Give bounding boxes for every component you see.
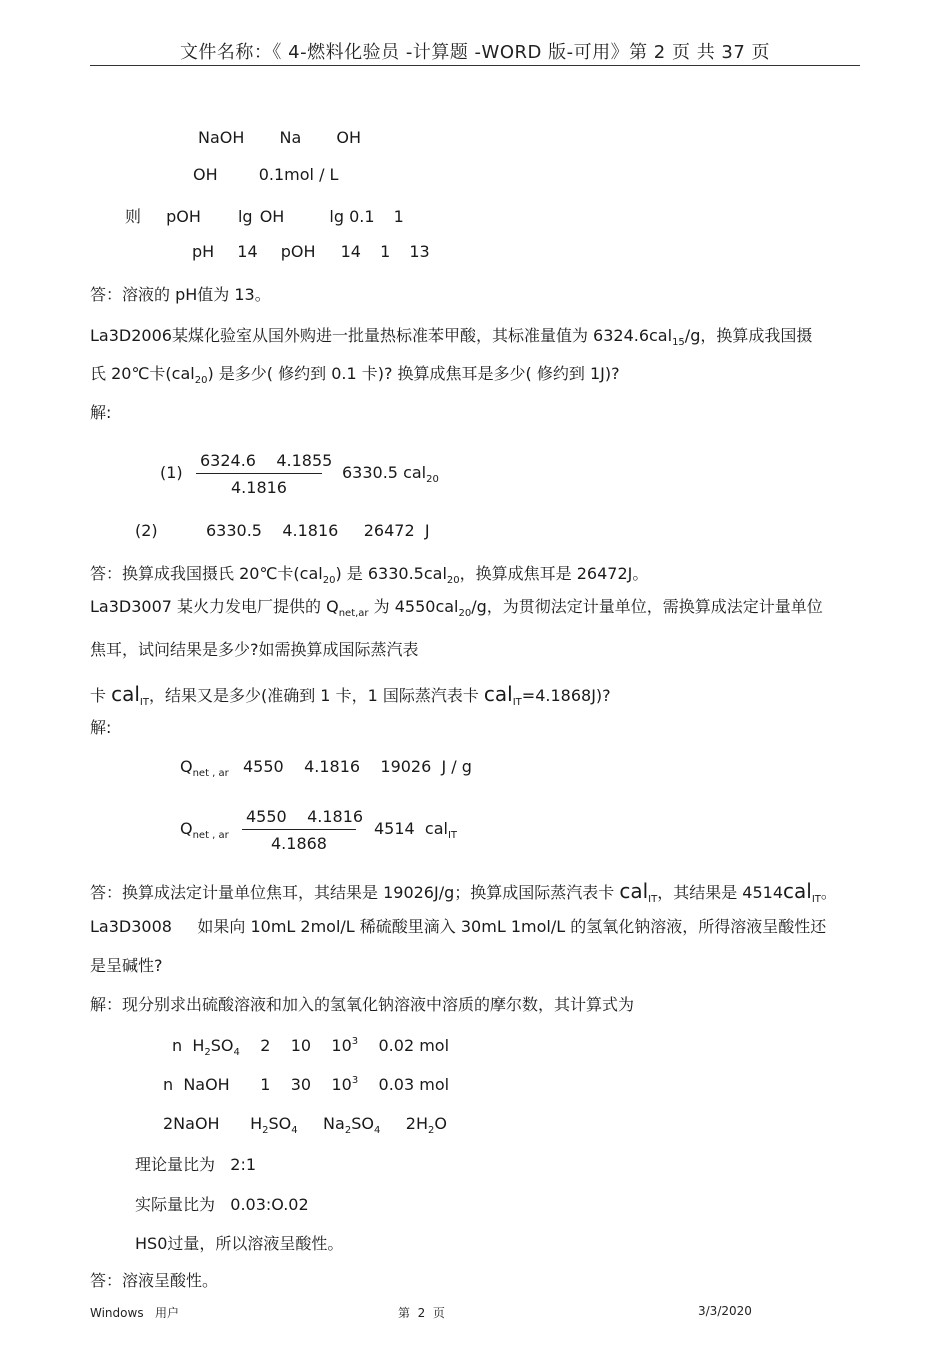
eq4-n1-expr: 2 10 10 (239, 1036, 352, 1055)
q2-l2-sub: 20 (194, 375, 208, 386)
q3-l3-pre: 卡 (90, 686, 112, 705)
q3-l3-sub2: IT (512, 697, 522, 708)
eq2-den1: 4.1816 (231, 478, 287, 497)
q3-l3-sub: IT (139, 697, 149, 708)
eq4-n-naoh (163, 1075, 449, 1094)
ans2-mid: ) 是 6330.5cal (335, 564, 447, 583)
q3-l1-pre: La3D3007 某火力发电厂提供的 Q (90, 597, 339, 616)
eq1-oh2: OH (193, 165, 218, 184)
ans2-pre: 答：换算成我国摄氏 20℃卡(cal (90, 564, 323, 583)
answer-2 (90, 564, 649, 586)
rx-d: SO (351, 1114, 374, 1133)
question-4-line1: La3D3008 如果向 10mL 2mol/L 稀硫酸里滴入 30mL 1mol/L 的氢氧化钠溶液，所得溶液呈酸性还 (90, 917, 827, 936)
eq1-oh: OH (336, 128, 361, 147)
question-3-line3 (90, 682, 611, 706)
eq4-n1-sup: 3 (351, 1036, 359, 1047)
page-header: 文件名称：《 4-燃料化验员 -计算题 -WORD 版-可用》第 2 页 共 37 页 (179, 42, 771, 63)
rx-b: SO (268, 1114, 292, 1133)
eq4-n2-res: 0.03 mol (358, 1075, 450, 1094)
answer-3 (90, 879, 837, 903)
answer-1: 答：溶液的 pH值为 13。 (90, 285, 271, 304)
question-2-line1 (90, 326, 813, 348)
rx-s4: 4 (373, 1125, 381, 1136)
rx-s1: 2 (262, 1125, 269, 1136)
eq4-n1-res: 0.02 mol (358, 1036, 450, 1055)
ans3-cal: cal (619, 879, 649, 903)
eq1-13: 13 (409, 242, 430, 261)
q3-l3-cal2: cal (483, 682, 513, 706)
eq3-den: 4.1868 (271, 834, 327, 853)
eq1-conc: 0.1mol / L (258, 165, 339, 184)
q3-l1-sub: net,ar (338, 608, 369, 619)
eq1-lg: lg (237, 207, 253, 226)
rx-f: O (434, 1114, 447, 1133)
eq1-poh2: pOH (280, 242, 316, 261)
eq2-label1: (1) (160, 463, 183, 482)
eq2-num1: 6324.6 4.1855 (200, 451, 333, 470)
question-3-line2: 焦耳，试问结果是多少?如需换算成国际蒸汽表 (90, 640, 419, 659)
solution-label-2: 解: (90, 403, 112, 422)
rx-s3: 2 (344, 1125, 352, 1136)
eq2-res1-text: 6330.5 cal (342, 463, 427, 482)
footer-author: Windows 用户 (90, 1306, 180, 1320)
eq2-res1-sub: 20 (426, 474, 439, 485)
answer-4: 答：溶液呈酸性。 (90, 1271, 219, 1290)
ans3-mid: ，其结果是 4514 (657, 883, 784, 902)
eq1-na: Na (279, 128, 302, 147)
question-4-line2: 是呈碱性? (90, 956, 163, 975)
ans2-sub1: 20 (322, 575, 336, 586)
eq3-bar (242, 829, 356, 830)
eq1-ze: 则 (125, 207, 142, 226)
q3-l1-sub2: 20 (458, 608, 472, 619)
q3-l3-post: =4.1868J)? (521, 686, 611, 705)
eq1-line3 (125, 204, 404, 227)
theoretical-ratio: 理论量比为 2:1 (135, 1155, 257, 1174)
ans3-sub2: IT (811, 894, 821, 905)
ans3-cal2: cal (783, 879, 812, 903)
eq1-14a: 14 (237, 242, 258, 261)
q3-l3-cal: cal (111, 682, 140, 706)
eq4-n-h2so4 (172, 1036, 450, 1058)
eq2-expr2: 6330.5 4.1816 26472 J (206, 521, 430, 540)
eq3-expr1: 4550 4.1816 19026 J / g (243, 757, 472, 776)
excess-statement: HS0过量，所以溶液呈酸性。 (135, 1234, 344, 1253)
question-2-line2 (90, 364, 620, 386)
rx-s2: 4 (291, 1125, 298, 1136)
ans2-post: ，换算成焦耳是 26472J。 (459, 564, 649, 583)
solution-4: 解：现分别求出硫酸溶液和加入的氢氧化钠溶液中溶质的摩尔数，其计算式为 (90, 995, 635, 1014)
eq1-naoh: NaOH (198, 128, 245, 147)
eq4-n1-mid: SO (210, 1036, 234, 1055)
eq4-n2-sup: 3 (351, 1075, 359, 1086)
eq2-fraction1 (196, 451, 333, 497)
q2-l1-pre: La3D2006某煤化验室从国外购进一批量热标准苯甲酸，其标准量值为 6324.6cal (90, 326, 673, 345)
ans3-pre: 答：换算成法定计量单位焦耳，其结果是 19026J/g；换算成国际蒸汽表卡 (90, 883, 620, 902)
eq1-line2 (193, 165, 338, 184)
eq1-14b: 14 (340, 242, 361, 261)
eq1-ph: pH (192, 242, 215, 261)
ans3-sub: IT (648, 894, 658, 905)
footer-page: 第 2 页 (398, 1306, 445, 1320)
eq3-res-text: 4514 cal (374, 819, 448, 838)
eq1-poh: pOH (166, 207, 201, 226)
eq2-label2: (2) (135, 521, 158, 540)
eq4-n2-pre: n NaOH 1 30 10 (163, 1075, 352, 1094)
eq3-res-sub: IT (447, 830, 457, 841)
q2-l1-sub: 15 (672, 337, 685, 348)
rx-c: Na (297, 1114, 345, 1133)
ans2-sub2: 20 (446, 575, 460, 586)
eq3-q2 (180, 819, 229, 841)
eq1-line4 (192, 242, 430, 261)
q3-l3-mid: ，结果又是多少(准确到 1 卡，1 国际蒸汽表卡 (148, 686, 484, 705)
eq3-fraction (242, 807, 364, 853)
eq4-n1-pre: n H (172, 1036, 205, 1055)
eq3-num: 4550 4.1816 (246, 807, 364, 826)
rx-a: 2NaOH H (163, 1114, 263, 1133)
eq1-line1 (198, 128, 361, 147)
q2-l1-post: /g，换算成我国摄 (684, 326, 813, 345)
question-3-line1 (90, 597, 823, 619)
eq3-q1-sub: net , ar (192, 768, 229, 779)
q3-l1-post2: /g，为贯彻法定计量单位，需换算成法定计量单位 (471, 597, 823, 616)
ans3-post: 。 (820, 883, 837, 902)
eq3-q1-q: Q (180, 757, 193, 776)
header-rule (90, 65, 860, 66)
eq3-q1 (180, 757, 229, 779)
eq3-result (374, 819, 457, 841)
eq1-lg01: lg 0.1 (329, 207, 375, 226)
q2-l2-pre: 氏 20℃卡(cal (90, 364, 195, 383)
eq4-n1-sub1: 2 (204, 1047, 211, 1058)
eq2-bar1 (196, 473, 322, 474)
eq2-result1 (342, 463, 439, 485)
q2-l2-post: ) 是多少( 修约到 0.1 卡)? 换算成焦耳是多少( 修约到 1J)? (207, 364, 620, 383)
footer-date: 3/3/2020 (698, 1304, 752, 1318)
eq3-q2-sub: net , ar (192, 830, 229, 841)
rx-s5: 2 (427, 1125, 435, 1136)
solution-label-3: 解: (90, 718, 112, 737)
eq4-n1-sub2: 4 (233, 1047, 240, 1058)
eq1-1: 1 (380, 242, 391, 261)
eq3-q2-q: Q (180, 819, 193, 838)
eq4-reaction (163, 1114, 447, 1136)
eq1-oh3: OH (259, 207, 285, 226)
eq1-one: 1 (393, 207, 404, 226)
rx-e: 2H (380, 1114, 428, 1133)
q3-l1-post: 为 4550cal (368, 597, 459, 616)
actual-ratio: 实际量比为 0.03:O.02 (135, 1195, 309, 1214)
